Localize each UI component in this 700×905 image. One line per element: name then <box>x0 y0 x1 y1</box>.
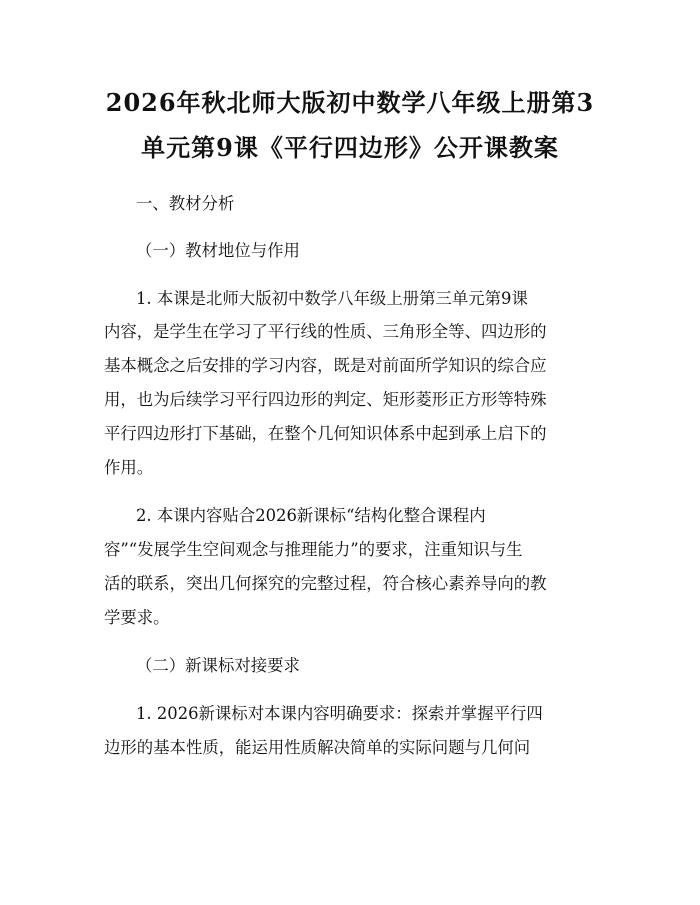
paragraph-line: 边形的基本性质，能运用性质解决简单的实际问题与几何问 <box>104 738 531 757</box>
section-heading: 一、教材分析 <box>136 194 235 213</box>
paragraph-line: 活的联系，突出几何探究的完整过程，符合核心素养导向的教 <box>104 574 547 593</box>
paragraph-line: 用，也为后续学习平行四边形的判定、矩形菱形正方形等特殊 <box>104 390 547 409</box>
paragraph-line: 1. 本课是北师大版初中数学八年级上册第三单元第9课 <box>136 289 528 308</box>
document-title-line-1: 2026年秋北师大版初中数学八年级上册第3 <box>105 88 595 117</box>
paragraph-line: 学要求。 <box>104 608 170 627</box>
paragraph-line: 1. 2026新课标对本课内容明确要求：探索并掌握平行四 <box>136 704 543 723</box>
document-title-line-2: 单元第9课《平行四边形》公开课教案 <box>141 133 559 162</box>
paragraph-line: 基本概念之后安排的学习内容，既是对前面所学知识的综合应 <box>104 356 547 375</box>
paragraph-line: 作用。 <box>104 458 154 477</box>
paragraph-line: 平行四边形打下基础，在整个几何知识体系中起到承上启下的 <box>104 424 547 443</box>
paragraph-line: 2. 本课内容贴合2026新课标“结构化整合课程内 <box>136 506 486 525</box>
paragraph-line: 容”“发展学生空间观念与推理能力”的要求，注重知识与生 <box>104 540 523 559</box>
paragraph-line: 内容，是学生在学习了平行线的性质、三角形全等、四边形的 <box>104 322 547 341</box>
subsection-heading: （二）新课标对接要求 <box>136 656 300 675</box>
subsection-heading: （一）教材地位与作用 <box>136 241 300 260</box>
